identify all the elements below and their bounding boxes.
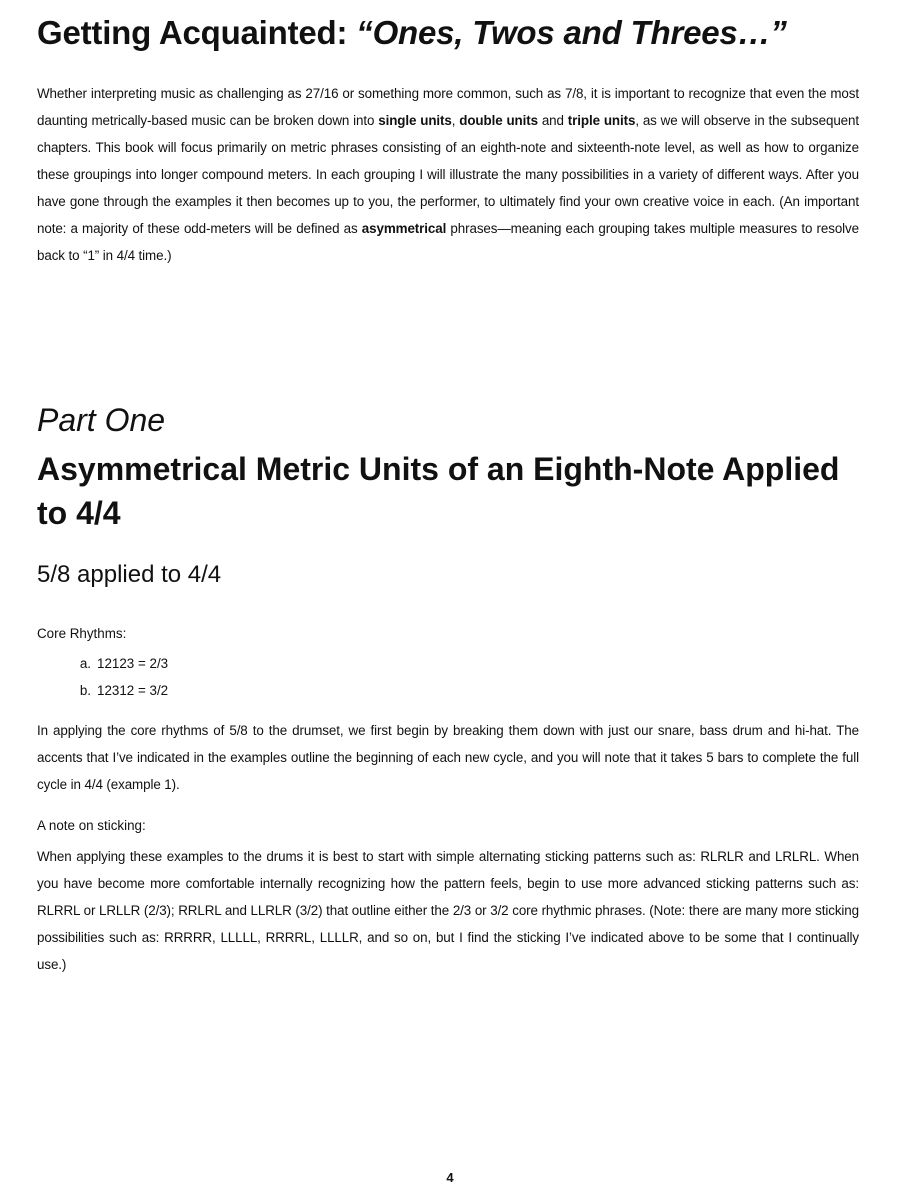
list-item	[62, 677, 168, 704]
list-marker: a.	[79, 656, 91, 671]
term-single-units: single units	[378, 113, 452, 128]
section-heading: 5/8 applied to 4/4	[37, 561, 222, 588]
term-asymmetrical: asymmetrical	[361, 221, 447, 236]
title-main: Getting Acquainted:	[37, 14, 357, 51]
applying-paragraph: In applying the core rhythms of 5/8 to the drumset, we first begin by breaking them down with just our snare, bass drum and hi-hat. The accents that I’ve indicated in the examples outline the beginning of each new cycle, and you will note that it takes 5 bars to complete the full cycle in 4/4 (example 1).	[37, 723, 859, 792]
sticking-label: A note on sticking:	[37, 818, 146, 833]
core-rhythms-list	[62, 650, 168, 704]
part-heading: Asymmetrical Metric Units of an Eighth-Note Applied to 4/4	[37, 451, 840, 531]
rhythm-text: 12123 = 2/3	[97, 656, 169, 671]
title-subtitle: “Ones, Twos and Threes…”	[356, 14, 787, 51]
intro-text-3: phrases—meaning each grouping takes multiple measures to resolve back to “1” in 4/4 time.)	[37, 221, 860, 263]
intro-text-1: Whether interpreting music as challenging as 27/16 or something more common, such as 7/8, it is important to recognize that even the most daunting metrically-based music can be broken down into	[37, 86, 859, 128]
rhythm-text: 12312 = 3/2	[97, 683, 169, 698]
intro-text-2: , as we will observe in the subsequent chapters. This book will focus primarily on metric phrases consisting of an eighth-note and sixteenth-note level, as well as how to organize these groupings into longer compound meters. In each grouping I will illustrate the many possibilities in a variety of different ways. After you have gone through the examples it then becomes up to you, the performer, to ultimately find your own creative voice in each. (An important note: a majority of these odd-meters will be defined as	[37, 113, 859, 236]
intro-sep-1: ,	[451, 113, 460, 128]
list-marker: b.	[79, 683, 91, 698]
page-title	[37, 14, 877, 52]
list-item	[62, 650, 168, 677]
page-number: 4	[446, 1170, 454, 1185]
sticking-paragraph: When applying these examples to the drums it is best to start with simple alternating sticking patterns such as: RLRLR and LRLRL. When you have become more comfortable internally recognizing how the pattern feels, begin to use more advanced sticking patterns such as: RLRRL or LRLLR (2/3); RRLRL and LLRLR (3/2) that outline either the 2/3 or 3/2 core rhythmic phrases. (Note: there are many more sticking possibilities such as: RRRRR, LLLLL, RRRRL, LLLLR, and so on, but I find the sticking I’ve indicated above to be some that I continually use.)	[37, 849, 859, 972]
intro-paragraph	[37, 80, 859, 269]
part-label: Part One	[37, 402, 166, 438]
intro-sep-2: and	[537, 113, 568, 128]
core-rhythms-label: Core Rhythms:	[37, 626, 127, 641]
term-triple-units: triple units	[567, 113, 636, 128]
term-double-units: double units	[459, 113, 538, 128]
